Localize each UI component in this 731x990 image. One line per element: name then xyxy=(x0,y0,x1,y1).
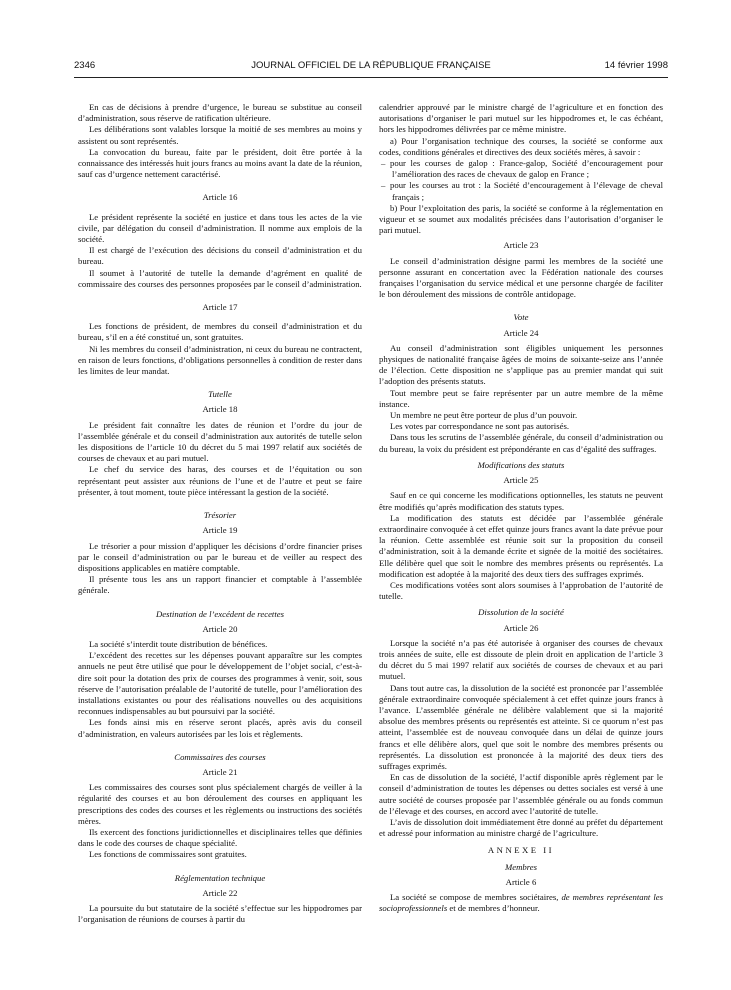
list-item xyxy=(379,180,663,202)
article-heading: Article 23 xyxy=(503,240,539,251)
paragraph: Les commissaires des courses sont plus spécialement chargés de veiller à la régularité des courses et au bon déroulement des courses en appliquant les prescriptions des codes des courses et les règlements ou instructions des sociétés mères. xyxy=(78,782,362,826)
paragraph: En cas de dissolution de la société, l’actif disponible après règlement par le conseil d’administration de toutes les dépenses ou dettes sociales est versé à une autre société de courses proposée par l’assemblée générale ou au fonds commun de l’élevage et des courses, en accord avec l’autorité de tutelle. xyxy=(379,772,663,816)
paragraph: L’excédent des recettes sur les dépenses pouvant apparaître sur les comptes annuels ne peut être utilisé que pour le développement de l’objet social, c’est-à-dire soit pour la dotation des prix de courses des programmes à venir, soit, sous réserve de l’autorisation préalable de l’autorité de tutelle, pour l’amélioration des installations existantes ou pour des réalisations nouvelles ou des acquisitions reconnues indispensables au but poursuivi par la société. xyxy=(78,650,362,717)
paragraph: Le chef du service des haras, des courses et de l’équitation ou son représentant peut assister aux réunions de l’une et de l’autre et peut se faire présenter, à tout moment, toute pièce intéressant la gestion de la société. xyxy=(78,464,362,497)
section-heading: Dissolution de la société xyxy=(478,607,564,618)
paragraph: L’avis de dissolution doit immédiatement être donné au préfet du département et adressé pour information au ministre chargé de l’agriculture. xyxy=(379,816,663,839)
paragraph: Il soumet à l’autorité de tutelle la demande d’agrément en qualité de commissaire des courses des personnes proposées par le conseil d’administration. xyxy=(78,267,362,289)
paragraph: Il présente tous les ans un rapport financier et comptable à l’assemblée générale. xyxy=(78,574,362,596)
paragraph: La convocation du bureau, faite par le président, doit être portée à la connaissance des intéressés huit jours francs au moins avant la date de la réunion, sauf cas d’urgence nettement caractérisé. xyxy=(78,146,362,180)
article-heading: Article 22 xyxy=(202,887,238,898)
article-heading: Article 26 xyxy=(503,622,539,633)
section-heading: Destination de l’excédent de recettes xyxy=(155,608,284,619)
paragraph: Les fonctions de président, de membres du conseil d’administration et du bureau, s’il en a été constitué un, sont gratuites. xyxy=(78,321,362,343)
section-heading: Modifications des statuts xyxy=(477,459,565,470)
list-item-text: pour les courses de galop : France-galop, Société d’encouragement pour l’amélioration des races de chevaux de galop en France ; xyxy=(390,158,663,180)
paragraph: Le trésorier a pour mission d’appliquer les décisions d’ordre financier prises par le conseil d’administration ou par le bureau et de veiller au respect des dispositions applicables en matière comptable. xyxy=(78,540,362,573)
paragraph: Au conseil d’administration sont éligibles uniquement les personnes physiques de nationalité française âgées de moins de soixante-seize ans l’année de l’élection. Cette disposition ne s’applique pas au premier mandat qui suit l’adoption des présents statuts. xyxy=(379,342,663,387)
paragraph: Ces modifications votées sont alors soumises à l’approbation de l’autorité de tutelle. xyxy=(379,579,663,602)
page-header xyxy=(74,60,668,74)
article-heading: Article 19 xyxy=(202,525,238,536)
dash-marker: – xyxy=(381,158,386,169)
paragraph: Les fonds ainsi mis en réserve seront placés, après avis du conseil d’administration, en valeurs autorisées par les lois et règlements. xyxy=(78,717,362,739)
paragraph-text: La société se compose de membres sociétaires, xyxy=(390,892,559,902)
section-heading: Trésorier xyxy=(203,510,237,521)
section-heading: Commissaires des courses xyxy=(174,751,266,762)
section-heading: Réglementation technique xyxy=(174,872,266,883)
article-heading: Article 21 xyxy=(202,766,238,777)
dash-marker: – xyxy=(381,180,386,191)
annex-heading: ANNEXE II xyxy=(487,845,555,856)
paragraph: Le président représente la société en justice et dans tous les actes de la vie civile, par délégation du conseil d’administration. Il nomme aux emplois de la société. xyxy=(78,211,362,245)
right-column xyxy=(379,102,663,914)
header-rule xyxy=(74,77,668,78)
list-item xyxy=(379,158,663,180)
article-heading: Article 25 xyxy=(503,475,539,486)
paragraph: Dans tous les scrutins de l’assemblée générale, du conseil d’administration ou du bureau, la voix du président est prépondérante en cas d’égalité des suffrages. xyxy=(379,432,663,454)
paragraph-text: et de membres d’honneur. xyxy=(449,903,540,914)
journal-title: JOURNAL OFFICIEL DE LA RÉPUBLIQUE FRANÇAISE xyxy=(251,60,491,71)
paragraph: Lorsque la société n’a pas été autorisée à organiser des courses de chevaux trois années de suite, elle est dissoute de plein droit en application de l’article 3 du décret du 5 mai 1997 relatif aux sociétés de courses de chevaux et au pari mutuel. xyxy=(379,637,663,682)
paragraph: Tout membre peut se faire représenter par un autre membre de la même instance. xyxy=(379,387,663,409)
paragraph: Ils exercent des fonctions juridictionnelles et disciplinaires telles que définies dans le code des courses de chaque spécialité. xyxy=(78,826,362,849)
paragraph: Il est chargé de l’exécution des décisions du conseil d’administration et du bureau. xyxy=(78,245,362,267)
list-item-text: pour les courses au trot : la Société d’encouragement à l’élevage de cheval français ; xyxy=(390,180,663,202)
paragraph: La poursuite du but statutaire de la société s’effectue sur les hippodromes par l’organisation de réunions de courses à partir du xyxy=(78,902,362,925)
article-heading: Article 6 xyxy=(505,876,537,887)
article-heading: Article 17 xyxy=(202,302,238,313)
paragraph: b) Pour l’exploitation des paris, la société se conforme à la réglementation en vigueur et se soumet aux modalités précisées dans l’autorisation d’organiser le pari mutuel. xyxy=(379,202,663,236)
paragraph: calendrier approuvé par le ministre chargé de l’agriculture et en fonction des autorisations d’organiser le pari mutuel sur les hippodromes et, le cas échéant, hors les hippodromes délivrées par ce même ministre. xyxy=(379,102,663,135)
paragraph: En cas de décisions à prendre d’urgence, le bureau se substitue au conseil d’administration, sous réserve de ratification ultérieure. xyxy=(78,102,362,124)
page-number: 2346 xyxy=(74,60,96,71)
paragraph: a) Pour l’organisation technique des courses, la société se conforme aux codes, conditions générales et directives des deux sociétés mères, à savoir : xyxy=(379,135,663,157)
article-heading: Article 24 xyxy=(503,327,539,338)
paragraph: Les fonctions de commissaires sont gratuites. xyxy=(89,849,247,860)
paragraph: La société s’interdit toute distribution de bénéfices. xyxy=(89,638,268,649)
emphasized-text: de membres représentant les socioprofessionnels xyxy=(379,892,664,914)
article-heading: Article 16 xyxy=(202,192,238,203)
paragraph: Dans tout autre cas, la dissolution de la société est prononcée par l’assemblée générale extraordinaire convoquée spécialement à cet effet quinze jours francs à l’avance. L’assemblée générale ne délibère valablement que si la majorité absolue des membres présents ou représentés est atteinte. Si ce quorum n’est pas atteint, l’assemblée est de nouveau convoquée dans un délai de quinze jours francs et elle délibère alors, quel que soit le nombre des membres présents ou représentés. La dissolution est prononcée à la majorité des deux tiers des suffrages exprimés. xyxy=(379,682,663,771)
publication-date: 14 février 1998 xyxy=(604,60,668,71)
paragraph: La modification des statuts est décidée par l’assemblée générale extraordinaire convoquée à cet effet quinze jours francs avant la date prévue pour la réunion. Cette assemblée est réunie soit sur la proposition du conseil d’administration, soit à la demande écrite et signée de la moitié des sociétaires. Elle délibère quel que soit le nombre des membres présents ou représentés. La modification est adoptée à la majorité des deux tiers des suffrages exprimés. xyxy=(379,512,663,579)
section-heading: Membres xyxy=(504,861,537,872)
paragraph: Les délibérations sont valables lorsque la moitié de ses membres au moins y assistent ou sont représentés. xyxy=(78,124,362,146)
article-heading: Article 20 xyxy=(202,623,238,634)
paragraph: Ni les membres du conseil d’administration, ni ceux du bureau ne contractent, en raison de leurs fonctions, d’obligations personnelles à condition de rester dans les limites de leur mandat. xyxy=(78,343,362,377)
section-heading: Tutelle xyxy=(208,389,232,400)
left-column xyxy=(78,102,362,925)
paragraph: Le conseil d’administration désigne parmi les membres de la société une personne assurant en concertation avec la Fédération nationale des courses françaises l’organisation du service médical et une personne chargée de faciliter le bon déroulement des missions de contrôle antidopage. xyxy=(379,255,663,300)
section-heading: Vote xyxy=(513,312,529,323)
paragraph: Les votes par correspondance ne sont pas autorisés. xyxy=(390,421,570,432)
paragraph: Un membre ne peut être porteur de plus d’un pouvoir. xyxy=(390,410,578,421)
paragraph xyxy=(379,892,663,914)
article-heading: Article 18 xyxy=(202,404,238,415)
paragraph: Sauf en ce qui concerne les modifications optionnelles, les statuts ne peuvent être modifiés qu’après modification des statuts types. xyxy=(379,490,663,512)
paragraph: Le président fait connaître les dates de réunion et l’ordre du jour de l’assemblée générale et du conseil d’administration aux autorités de tutelle selon les dispositions de l’article 10 du décret du 5 mai 1997 relatif aux sociétés de courses de chevaux et au pari mutuel. xyxy=(78,419,362,464)
